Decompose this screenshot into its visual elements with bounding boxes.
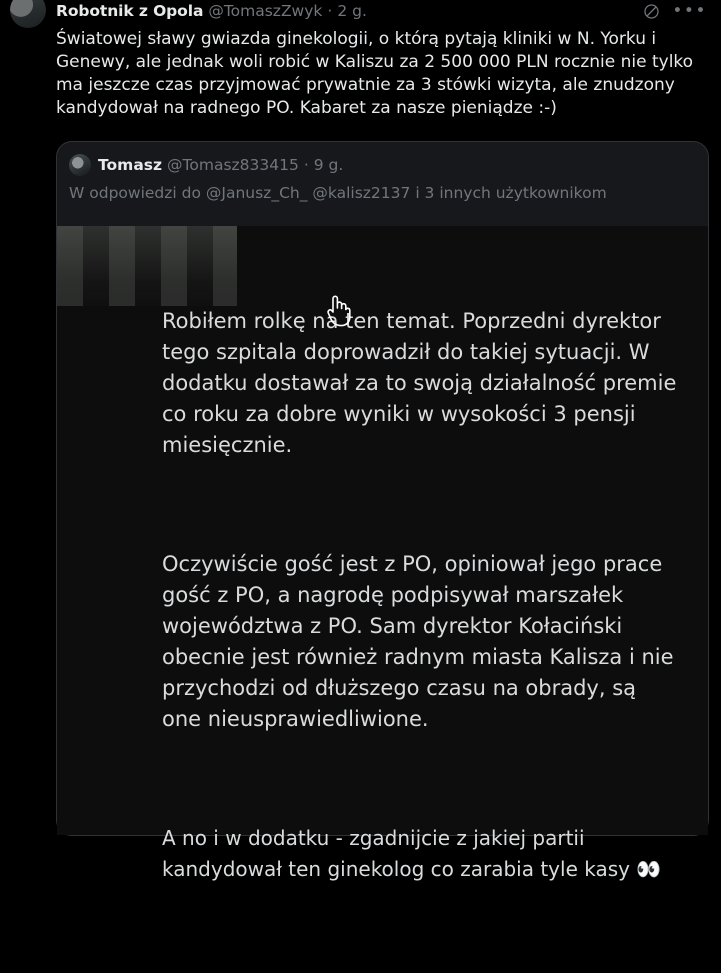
tweet-text: Światowej sławy gwiazda ginekologii, o którą pytają kliniki w N. Yorku i Genewy, ale jednak woli robić w Kaliszu za 2 500 000 PLN rocznie nie tylko ma jeszcze czas przyjmować prywatnie za 3 stówki wizyta, ale znudzony kandydował na radnego PO. Kabaret za nasze pieniądze :-)	[56, 29, 699, 118]
more-options-icon[interactable]: •••	[672, 1, 707, 21]
quoted-author-name[interactable]: Tomasz	[98, 156, 163, 174]
tweet-header-actions	[643, 3, 707, 20]
author-name[interactable]: Robotnik z Opola	[56, 2, 204, 20]
quoted-timestamp: 9 g.	[313, 156, 344, 174]
timestamp[interactable]: 2 g.	[337, 2, 367, 20]
avatar[interactable]	[10, 0, 46, 28]
avatar[interactable]	[69, 154, 91, 176]
reply-prefix: W odpowiedzi do	[69, 184, 201, 202]
tweet-header	[56, 0, 707, 22]
media-paragraph: Oczywiście gość jest z PO, opiniował jego prace gość z PO, a nagrodę podpisywał marszałek województwa z PO. Sam dyrektor Kołaciński obecnie jest również radnym miasta Kalisza i nie przychodzi od dłuższego czasu na obrady, są one nieusprawiedliwione.	[162, 552, 681, 731]
reply-mentions[interactable]: @Janusz_Ch_ @kalisz2137	[205, 184, 411, 202]
main-tweet	[0, 0, 721, 120]
separator-dot: ·	[303, 156, 309, 174]
author-handle[interactable]: @TomaszZwyk	[208, 2, 323, 20]
separator-dot: ·	[327, 2, 333, 20]
media-paragraph: Robiłem rolkę na ten temat. Poprzedni dyrektor tego szpitala doprowadził do takiej sytuacji. W dodatku dostawał za to swoją działalność premie co roku za dobre wyniki w wysokości 3 pensji miesięcznie.	[162, 309, 684, 457]
quoted-tweet-card[interactable]	[56, 141, 709, 881]
reply-context	[69, 184, 708, 202]
media-text-block	[57, 226, 708, 973]
circle-slash-icon[interactable]	[643, 3, 660, 20]
quoted-tweet-header	[57, 142, 708, 176]
quoted-media-image[interactable]	[57, 226, 708, 881]
media-paragraph: A no i w dodatku - zgadnijcie z jakiej partii kandydował ten ginekolog co zarabia tyle kasy 👀	[162, 826, 662, 881]
quoted-author-handle[interactable]: @Tomasz833415	[167, 156, 299, 174]
reply-suffix: i 3 innych użytkownikom	[415, 184, 607, 202]
